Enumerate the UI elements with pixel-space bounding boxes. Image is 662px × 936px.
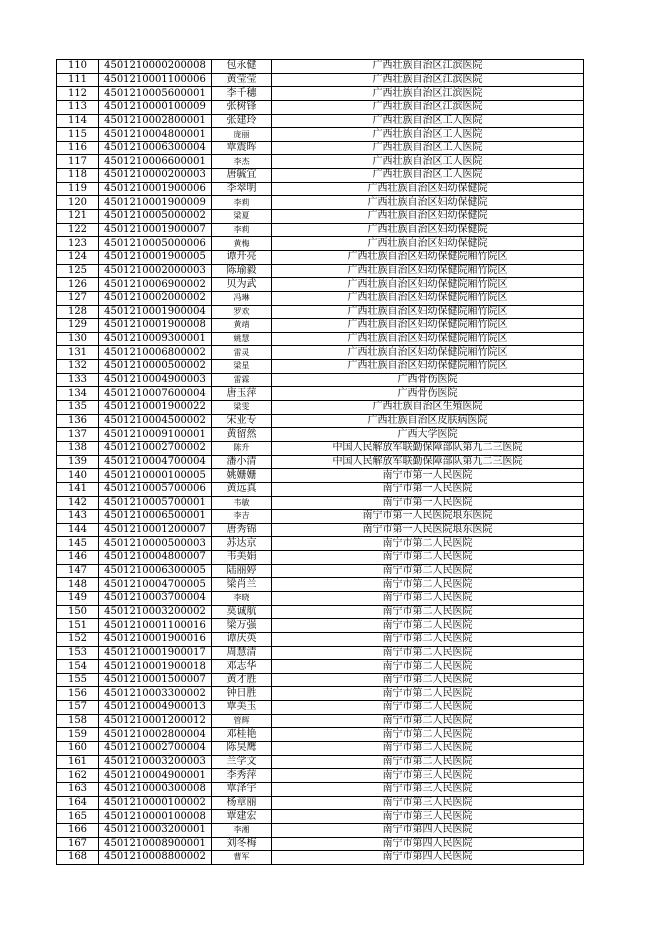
table-row xyxy=(57,632,584,646)
hospital-cell: 南宁市第三人民医院 xyxy=(272,782,584,796)
id-number-cell: 4501210001500007 xyxy=(99,673,212,687)
hospital-cell: 广西壮族自治区生殖医院 xyxy=(272,401,584,415)
name-cell: 覃泽宇 xyxy=(212,782,272,796)
name-cell: 梁星 xyxy=(212,360,272,374)
name-cell: 曹军 xyxy=(212,851,272,865)
row-number-cell: 116 xyxy=(57,141,99,155)
table-row xyxy=(57,401,584,415)
hospital-cell: 中国人民解放军联勤保障部队第九二三医院 xyxy=(272,441,584,455)
row-number-cell: 117 xyxy=(57,155,99,169)
table-row xyxy=(57,551,584,565)
row-number-cell: 149 xyxy=(57,591,99,605)
row-number-cell: 148 xyxy=(57,578,99,592)
row-number-cell: 157 xyxy=(57,701,99,715)
name-cell: 韦敏 xyxy=(212,496,272,510)
id-number-cell: 4501210003700004 xyxy=(99,591,212,605)
hospital-cell: 广西壮族自治区妇幼保健院 xyxy=(272,210,584,224)
table-row xyxy=(57,319,584,333)
hospital-cell: 南宁市第三人民医院 xyxy=(272,810,584,824)
name-cell: 莫诚航 xyxy=(212,605,272,619)
row-number-cell: 129 xyxy=(57,319,99,333)
hospital-cell: 广西壮族自治区妇幼保健院厢竹院区 xyxy=(272,278,584,292)
table-row xyxy=(57,537,584,551)
table-row xyxy=(57,264,584,278)
id-number-cell: 4501210000300008 xyxy=(99,782,212,796)
name-cell: 雷霖 xyxy=(212,373,272,387)
name-cell: 张树锋 xyxy=(212,100,272,114)
id-number-cell: 4501210004800001 xyxy=(99,128,212,142)
hospital-cell: 广西壮族自治区妇幼保健院 xyxy=(272,182,584,196)
row-number-cell: 153 xyxy=(57,646,99,660)
hospital-cell: 南宁市第二人民医院 xyxy=(272,687,584,701)
id-number-cell: 4501210006300004 xyxy=(99,141,212,155)
id-number-cell: 4501210004800007 xyxy=(99,551,212,565)
name-cell: 黄留然 xyxy=(212,428,272,442)
hospital-cell: 南宁市第四人民医院 xyxy=(272,823,584,837)
table-row xyxy=(57,196,584,210)
row-number-cell: 114 xyxy=(57,114,99,128)
hospital-cell: 广西壮族自治区妇幼保健院厢竹院区 xyxy=(272,264,584,278)
hospital-cell: 南宁市第二人民医院 xyxy=(272,673,584,687)
id-number-cell: 4501210003200001 xyxy=(99,823,212,837)
table-row xyxy=(57,155,584,169)
hospital-cell: 广西壮族自治区江滨医院 xyxy=(272,60,584,74)
hospital-cell: 南宁市第二人民医院 xyxy=(272,605,584,619)
name-cell: 李莉 xyxy=(212,223,272,237)
hospital-cell: 南宁市第一人民医院 xyxy=(272,469,584,483)
name-cell: 宋业专 xyxy=(212,414,272,428)
name-cell: 刘冬梅 xyxy=(212,837,272,851)
name-cell: 陈瑜毅 xyxy=(212,264,272,278)
row-number-cell: 128 xyxy=(57,305,99,319)
id-number-cell: 4501210003200002 xyxy=(99,605,212,619)
row-number-cell: 110 xyxy=(57,60,99,74)
name-cell: 杨章丽 xyxy=(212,796,272,810)
hospital-cell: 南宁市第一人民医院 xyxy=(272,496,584,510)
row-number-cell: 113 xyxy=(57,100,99,114)
hospital-cell: 广西壮族自治区妇幼保健院厢竹院区 xyxy=(272,319,584,333)
id-number-cell: 4501210001100016 xyxy=(99,619,212,633)
table-row xyxy=(57,387,584,401)
id-number-cell: 4501210004500002 xyxy=(99,414,212,428)
hospital-cell: 广西壮族自治区工人医院 xyxy=(272,169,584,183)
roster-table-body xyxy=(57,60,584,865)
table-row xyxy=(57,728,584,742)
row-number-cell: 143 xyxy=(57,510,99,524)
name-cell: 黄远真 xyxy=(212,482,272,496)
table-row xyxy=(57,673,584,687)
hospital-cell: 广西壮族自治区江滨医院 xyxy=(272,87,584,101)
table-row xyxy=(57,810,584,824)
name-cell: 兰学文 xyxy=(212,755,272,769)
hospital-cell: 南宁市第四人民医院 xyxy=(272,851,584,865)
name-cell: 陈昊鹰 xyxy=(212,742,272,756)
name-cell: 黄梅 xyxy=(212,237,272,251)
row-number-cell: 125 xyxy=(57,264,99,278)
hospital-cell: 广西壮族自治区妇幼保健院 xyxy=(272,237,584,251)
row-number-cell: 151 xyxy=(57,619,99,633)
name-cell: 李秀萍 xyxy=(212,769,272,783)
table-row xyxy=(57,346,584,360)
hospital-cell: 广西壮族自治区妇幼保健院厢竹院区 xyxy=(272,332,584,346)
row-number-cell: 150 xyxy=(57,605,99,619)
row-number-cell: 161 xyxy=(57,755,99,769)
name-cell: 冯琳 xyxy=(212,291,272,305)
id-number-cell: 4501210002700002 xyxy=(99,441,212,455)
table-row xyxy=(57,837,584,851)
id-number-cell: 4501210001900007 xyxy=(99,223,212,237)
table-row xyxy=(57,782,584,796)
id-number-cell: 4501210004900001 xyxy=(99,769,212,783)
row-number-cell: 160 xyxy=(57,742,99,756)
id-number-cell: 4501210009300001 xyxy=(99,332,212,346)
row-number-cell: 162 xyxy=(57,769,99,783)
row-number-cell: 130 xyxy=(57,332,99,346)
table-row xyxy=(57,332,584,346)
row-number-cell: 144 xyxy=(57,523,99,537)
name-cell: 姚慧 xyxy=(212,332,272,346)
row-number-cell: 154 xyxy=(57,660,99,674)
name-cell: 李晓 xyxy=(212,591,272,605)
row-number-cell: 133 xyxy=(57,373,99,387)
table-row xyxy=(57,482,584,496)
id-number-cell: 4501210005600001 xyxy=(99,87,212,101)
table-row xyxy=(57,114,584,128)
hospital-cell: 南宁市第二人民医院 xyxy=(272,714,584,728)
hospital-cell: 南宁市第二人民医院 xyxy=(272,564,584,578)
name-cell: 邓桂艳 xyxy=(212,728,272,742)
name-cell: 梁万强 xyxy=(212,619,272,633)
hospital-cell: 广西骨伤医院 xyxy=(272,387,584,401)
hospital-cell: 南宁市第一人民医院 xyxy=(272,482,584,496)
row-number-cell: 159 xyxy=(57,728,99,742)
id-number-cell: 4501210000500002 xyxy=(99,360,212,374)
id-number-cell: 4501210005000002 xyxy=(99,210,212,224)
table-row xyxy=(57,441,584,455)
row-number-cell: 140 xyxy=(57,469,99,483)
table-row xyxy=(57,701,584,715)
hospital-cell: 广西壮族自治区工人医院 xyxy=(272,155,584,169)
hospital-cell: 广西壮族自治区江滨医院 xyxy=(272,73,584,87)
hospital-cell: 南宁市第一人民医院埌东医院 xyxy=(272,510,584,524)
id-number-cell: 4501210002000002 xyxy=(99,291,212,305)
hospital-cell: 广西壮族自治区江滨医院 xyxy=(272,100,584,114)
hospital-cell: 南宁市第二人民医院 xyxy=(272,660,584,674)
table-row xyxy=(57,169,584,183)
hospital-cell: 南宁市第四人民医院 xyxy=(272,837,584,851)
table-row xyxy=(57,687,584,701)
table-row xyxy=(57,128,584,142)
hospital-cell: 广西壮族自治区妇幼保健院 xyxy=(272,223,584,237)
hospital-cell: 南宁市第二人民医院 xyxy=(272,578,584,592)
row-number-cell: 167 xyxy=(57,837,99,851)
hospital-cell: 广西壮族自治区妇幼保健院厢竹院区 xyxy=(272,346,584,360)
name-cell: 李千穗 xyxy=(212,87,272,101)
row-number-cell: 124 xyxy=(57,250,99,264)
id-number-cell: 4501210006800002 xyxy=(99,346,212,360)
id-number-cell: 4501210001900004 xyxy=(99,305,212,319)
table-row xyxy=(57,60,584,74)
row-number-cell: 131 xyxy=(57,346,99,360)
hospital-cell: 南宁市第二人民医院 xyxy=(272,728,584,742)
table-row xyxy=(57,373,584,387)
name-cell: 唐玉萍 xyxy=(212,387,272,401)
hospital-cell: 广西壮族自治区妇幼保健院 xyxy=(272,196,584,210)
table-row xyxy=(57,742,584,756)
id-number-cell: 4501210005700001 xyxy=(99,496,212,510)
table-row xyxy=(57,291,584,305)
table-row xyxy=(57,414,584,428)
id-number-cell: 4501210004900003 xyxy=(99,373,212,387)
id-number-cell: 4501210006300005 xyxy=(99,564,212,578)
hospital-cell: 广西壮族自治区妇幼保健院厢竹院区 xyxy=(272,291,584,305)
row-number-cell: 135 xyxy=(57,401,99,415)
hospital-cell: 广西壮族自治区皮肤病医院 xyxy=(272,414,584,428)
table-row xyxy=(57,523,584,537)
id-number-cell: 4501210000100009 xyxy=(99,100,212,114)
id-number-cell: 4501210002800004 xyxy=(99,728,212,742)
id-number-cell: 4501210002800001 xyxy=(99,114,212,128)
row-number-cell: 134 xyxy=(57,387,99,401)
name-cell: 邓志华 xyxy=(212,660,272,674)
hospital-cell: 广西壮族自治区妇幼保健院厢竹院区 xyxy=(272,250,584,264)
id-number-cell: 4501210001200007 xyxy=(99,523,212,537)
row-number-cell: 146 xyxy=(57,551,99,565)
row-number-cell: 168 xyxy=(57,851,99,865)
id-number-cell: 4501210008800002 xyxy=(99,851,212,865)
name-cell: 庞丽 xyxy=(212,128,272,142)
table-row xyxy=(57,591,584,605)
table-row xyxy=(57,714,584,728)
name-cell: 罗欢 xyxy=(212,305,272,319)
id-number-cell: 4501210000500003 xyxy=(99,537,212,551)
id-number-cell: 4501210002700004 xyxy=(99,742,212,756)
hospital-cell: 广西壮族自治区工人医院 xyxy=(272,141,584,155)
name-cell: 苏达京 xyxy=(212,537,272,551)
id-number-cell: 4501210007600004 xyxy=(99,387,212,401)
table-row xyxy=(57,469,584,483)
name-cell: 梁雯 xyxy=(212,401,272,415)
name-cell: 梁肖兰 xyxy=(212,578,272,592)
table-row xyxy=(57,660,584,674)
name-cell: 谭庆英 xyxy=(212,632,272,646)
id-number-cell: 4501210001900017 xyxy=(99,646,212,660)
name-cell: 钟日胜 xyxy=(212,687,272,701)
row-number-cell: 123 xyxy=(57,237,99,251)
row-number-cell: 112 xyxy=(57,87,99,101)
name-cell: 李翠明 xyxy=(212,182,272,196)
id-number-cell: 4501210001900005 xyxy=(99,250,212,264)
name-cell: 雷灵 xyxy=(212,346,272,360)
hospital-cell: 中国人民解放军联勤保障部队第九二三医院 xyxy=(272,455,584,469)
id-number-cell: 4501210005700006 xyxy=(99,482,212,496)
hospital-cell: 南宁市第二人民医院 xyxy=(272,701,584,715)
table-row xyxy=(57,605,584,619)
hospital-cell: 南宁市第二人民医院 xyxy=(272,742,584,756)
name-cell: 谭开亮 xyxy=(212,250,272,264)
table-row xyxy=(57,278,584,292)
table-row xyxy=(57,796,584,810)
name-cell: 陈升 xyxy=(212,441,272,455)
id-number-cell: 4501210001200012 xyxy=(99,714,212,728)
name-cell: 黄莹莹 xyxy=(212,73,272,87)
id-number-cell: 4501210000100002 xyxy=(99,796,212,810)
hospital-cell: 南宁市第二人民医院 xyxy=(272,551,584,565)
hospital-cell: 南宁市第一人民医院埌东医院 xyxy=(272,523,584,537)
table-row xyxy=(57,73,584,87)
name-cell: 黄靖 xyxy=(212,319,272,333)
id-number-cell: 4501210003200003 xyxy=(99,755,212,769)
id-number-cell: 4501210000200008 xyxy=(99,60,212,74)
table-row xyxy=(57,455,584,469)
roster-table xyxy=(56,59,584,865)
row-number-cell: 126 xyxy=(57,278,99,292)
id-number-cell: 4501210001100006 xyxy=(99,73,212,87)
table-row xyxy=(57,141,584,155)
id-number-cell: 4501210002000003 xyxy=(99,264,212,278)
hospital-cell: 南宁市第二人民医院 xyxy=(272,632,584,646)
row-number-cell: 163 xyxy=(57,782,99,796)
row-number-cell: 147 xyxy=(57,564,99,578)
id-number-cell: 4501210006900002 xyxy=(99,278,212,292)
name-cell: 陆丽婷 xyxy=(212,564,272,578)
name-cell: 李杰 xyxy=(212,155,272,169)
table-row xyxy=(57,578,584,592)
table-row xyxy=(57,305,584,319)
row-number-cell: 156 xyxy=(57,687,99,701)
hospital-cell: 广西壮族自治区妇幼保健院厢竹院区 xyxy=(272,360,584,374)
id-number-cell: 4501210006500001 xyxy=(99,510,212,524)
row-number-cell: 136 xyxy=(57,414,99,428)
name-cell: 覃建宏 xyxy=(212,810,272,824)
row-number-cell: 111 xyxy=(57,73,99,87)
table-row xyxy=(57,564,584,578)
row-number-cell: 119 xyxy=(57,182,99,196)
id-number-cell: 4501210000100005 xyxy=(99,469,212,483)
name-cell: 唐秀锦 xyxy=(212,523,272,537)
hospital-cell: 南宁市第二人民医院 xyxy=(272,619,584,633)
name-cell: 唐毓宜 xyxy=(212,169,272,183)
row-number-cell: 138 xyxy=(57,441,99,455)
name-cell: 张建玲 xyxy=(212,114,272,128)
id-number-cell: 4501210000100008 xyxy=(99,810,212,824)
table-row xyxy=(57,237,584,251)
table-row xyxy=(57,823,584,837)
id-number-cell: 4501210008900001 xyxy=(99,837,212,851)
id-number-cell: 4501210009100001 xyxy=(99,428,212,442)
name-cell: 李湘 xyxy=(212,823,272,837)
name-cell: 韦美娟 xyxy=(212,551,272,565)
row-number-cell: 139 xyxy=(57,455,99,469)
row-number-cell: 155 xyxy=(57,673,99,687)
name-cell: 包永健 xyxy=(212,60,272,74)
id-number-cell: 4501210001900008 xyxy=(99,319,212,333)
table-row xyxy=(57,182,584,196)
name-cell: 李莉 xyxy=(212,196,272,210)
row-number-cell: 152 xyxy=(57,632,99,646)
row-number-cell: 127 xyxy=(57,291,99,305)
table-row xyxy=(57,646,584,660)
hospital-cell: 南宁市第三人民医院 xyxy=(272,796,584,810)
name-cell: 梁夏 xyxy=(212,210,272,224)
hospital-cell: 南宁市第二人民医院 xyxy=(272,591,584,605)
name-cell: 潘小清 xyxy=(212,455,272,469)
row-number-cell: 158 xyxy=(57,714,99,728)
row-number-cell: 122 xyxy=(57,223,99,237)
id-number-cell: 4501210005000006 xyxy=(99,237,212,251)
table-row xyxy=(57,496,584,510)
hospital-cell: 广西骨伤医院 xyxy=(272,373,584,387)
row-number-cell: 164 xyxy=(57,796,99,810)
hospital-cell: 南宁市第三人民医院 xyxy=(272,769,584,783)
id-number-cell: 4501210003300002 xyxy=(99,687,212,701)
name-cell: 贝为武 xyxy=(212,278,272,292)
id-number-cell: 4501210000200003 xyxy=(99,169,212,183)
row-number-cell: 121 xyxy=(57,210,99,224)
table-row xyxy=(57,769,584,783)
hospital-cell: 广西大学医院 xyxy=(272,428,584,442)
hospital-cell: 南宁市第二人民医院 xyxy=(272,537,584,551)
hospital-cell: 南宁市第二人民医院 xyxy=(272,646,584,660)
id-number-cell: 4501210001900006 xyxy=(99,182,212,196)
table-row xyxy=(57,510,584,524)
row-number-cell: 145 xyxy=(57,537,99,551)
name-cell: 黄才胜 xyxy=(212,673,272,687)
table-row xyxy=(57,210,584,224)
id-number-cell: 4501210004900013 xyxy=(99,701,212,715)
table-row xyxy=(57,223,584,237)
row-number-cell: 166 xyxy=(57,823,99,837)
name-cell: 覃美玉 xyxy=(212,701,272,715)
name-cell: 李吉 xyxy=(212,510,272,524)
table-row xyxy=(57,250,584,264)
row-number-cell: 142 xyxy=(57,496,99,510)
id-number-cell: 4501210004700004 xyxy=(99,455,212,469)
row-number-cell: 120 xyxy=(57,196,99,210)
row-number-cell: 115 xyxy=(57,128,99,142)
id-number-cell: 4501210001900016 xyxy=(99,632,212,646)
id-number-cell: 4501210001900018 xyxy=(99,660,212,674)
row-number-cell: 165 xyxy=(57,810,99,824)
table-row xyxy=(57,360,584,374)
hospital-cell: 南宁市第二人民医院 xyxy=(272,755,584,769)
table-row xyxy=(57,755,584,769)
id-number-cell: 4501210004700005 xyxy=(99,578,212,592)
row-number-cell: 132 xyxy=(57,360,99,374)
table-row xyxy=(57,428,584,442)
row-number-cell: 141 xyxy=(57,482,99,496)
hospital-cell: 广西壮族自治区工人医院 xyxy=(272,128,584,142)
row-number-cell: 137 xyxy=(57,428,99,442)
row-number-cell: 118 xyxy=(57,169,99,183)
name-cell: 覃震晖 xyxy=(212,141,272,155)
table-row xyxy=(57,87,584,101)
id-number-cell: 4501210001900022 xyxy=(99,401,212,415)
table-row xyxy=(57,100,584,114)
name-cell: 周慧清 xyxy=(212,646,272,660)
hospital-cell: 广西壮族自治区工人医院 xyxy=(272,114,584,128)
id-number-cell: 4501210006600001 xyxy=(99,155,212,169)
hospital-cell: 广西壮族自治区妇幼保健院厢竹院区 xyxy=(272,305,584,319)
table-row xyxy=(57,619,584,633)
name-cell: 姚姗姗 xyxy=(212,469,272,483)
table-row xyxy=(57,851,584,865)
name-cell: 管辉 xyxy=(212,714,272,728)
id-number-cell: 4501210001900009 xyxy=(99,196,212,210)
